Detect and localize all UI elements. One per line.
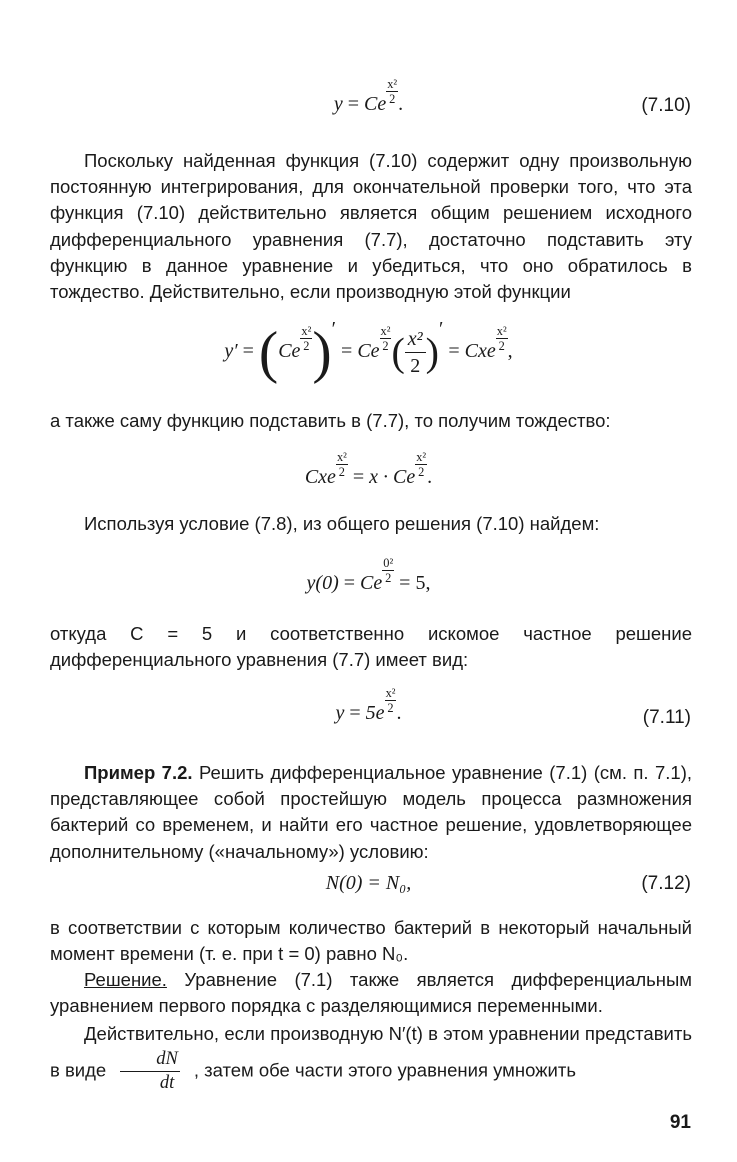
equation-7-12: N(0) = N₀, [325, 872, 412, 894]
paragraph: Действительно, если производную N′(t) в этом уравнении представить в виде $\frac{dN}{dt}$ , затем обе части этого уравнения умножить [50, 1023, 692, 1094]
equation-7-11: y = 5e $\frac{\text{x²}}{2}$ . [335, 686, 402, 725]
equation-identity: Cxe $\frac{\text{x²}}{2}$ = x · Ce $\frac{\text{x²}}{2}$ . [304, 450, 433, 489]
paragraph: откуда C = 5 и соответственно искомое частное решение дифференциального уравнения (7.7) имеет вид: [50, 623, 692, 671]
paragraph: а также саму функцию подставить в (7.7), то получим тождество: [50, 410, 611, 431]
page-number: 91 [669, 1112, 691, 1133]
equation-number: (7.11) [642, 707, 691, 728]
solution-label: Решение. [84, 969, 167, 990]
equation-number: (7.12) [641, 873, 691, 894]
equation-7-10: y = Ce $\frac{\text{x²}}{2}$ . [333, 77, 404, 116]
fraction-dn-dt: $\frac{dN}{dt}$ [120, 1049, 180, 1095]
example-paragraph: Пример 7.2. Решить дифференциальное уравнение (7.1) (см. п. 7.1), представляющее собой простейшую модель процесса размножения бактерий со временем, и найти его частное решение, удовлетворяющее дополнительному («начальному») условию: [50, 762, 692, 862]
equation-derivative: y′ = (Ce $\frac{\text{x²}}{2}$ )′ = Ce $\frac{\text{x²}}{2}$ ( $\frac{\text{x²}}{2}$ )′ = Cxe $\frac{\text{x²}}{2}$ , [224, 318, 513, 385]
equation-initial: y(0) = Ce $\frac{\text{0²}}{2}$ = 5, [306, 556, 431, 595]
solution-paragraph: Решение. Уравнение (7.1) также является дифференциальным уравнением первого порядка с разделяющимися переменными. [50, 969, 693, 1017]
exponent: $\frac{\text{x²}}{2}$ [387, 77, 398, 107]
paragraph: Поскольку найденная функция (7.10) содержит одну произвольную постоянную интегрирования, для окончательной проверки того, что эта функция (7.10) действительно является общим решением исходного дифференциального уравнения (7.7), достаточно подставить эту функцию в данное уравнение и убедиться, что оно обратилось в тождество. Действительно, если производную этой функции [50, 150, 692, 303]
example-label: Пример 7.2. [84, 762, 193, 783]
paragraph: в соответствии с которым количество бактерий в некоторый начальный момент времени (т. е. при t = 0) равно N₀. [50, 917, 692, 965]
equation-number: (7.10) [641, 95, 691, 116]
paragraph: Используя условие (7.8), из общего решения (7.10) найдем: [84, 513, 600, 534]
